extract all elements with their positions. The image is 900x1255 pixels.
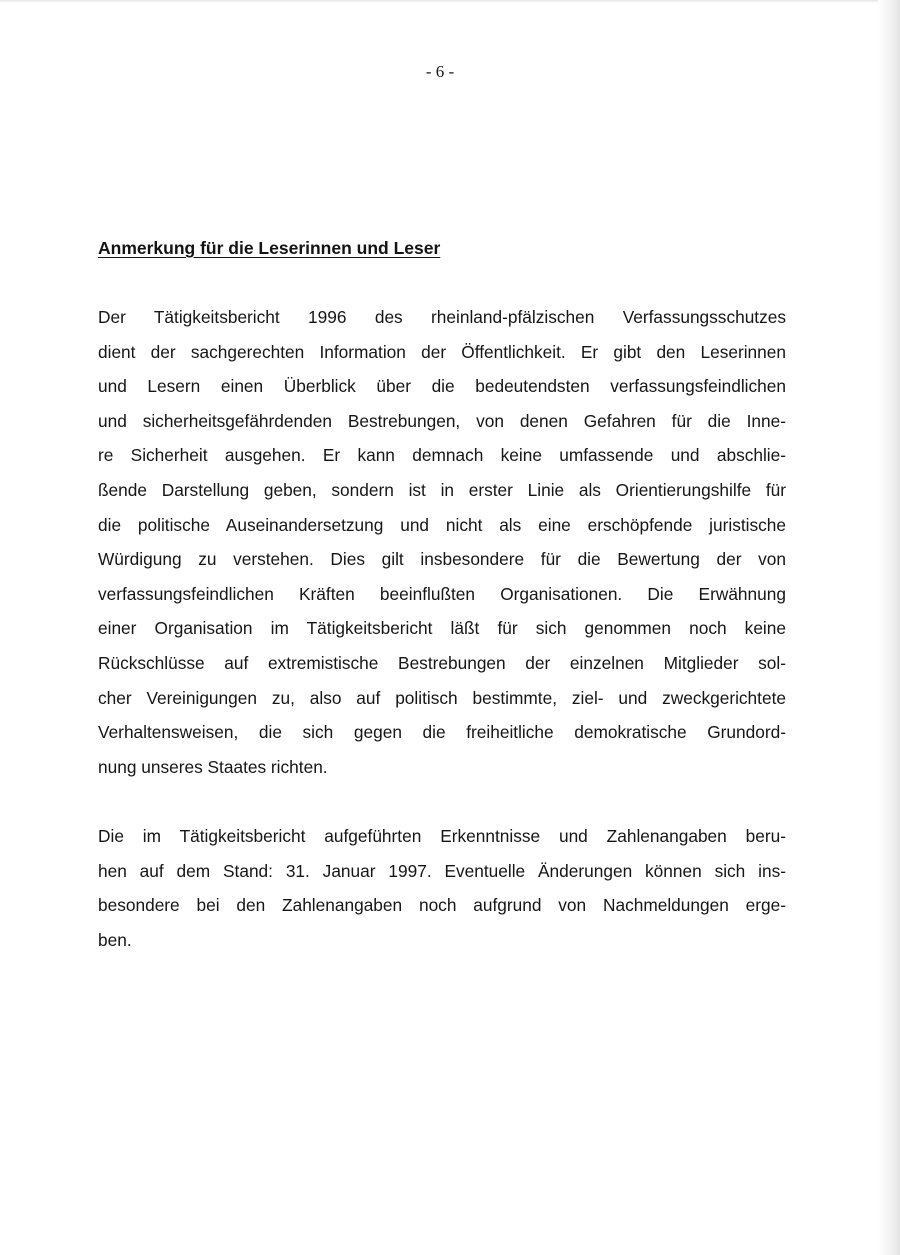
text-line: dient der sachgerechten Information der Öffentlichkeit. Er gibt den Leserinnen [98,341,786,362]
scan-shadow-right [878,0,900,1255]
section-heading: Anmerkung für die Leserinnen und Leser [98,238,441,258]
text-line: ben. [98,929,132,950]
text-line: Rückschlüsse auf extremistische Bestrebungen der einzelnen Mitglieder sol- [98,652,786,673]
text-line: hen auf dem Stand: 31. Januar 1997. Eventuelle Änderungen können sich ins- [98,860,786,881]
paragraph-data-status [98,819,786,957]
text-line: verfassungsfeindlichen Kräften beeinflußten Organisationen. Die Erwähnung [98,583,786,604]
text-line: und sicherheitsgefährdenden Bestrebungen, von denen Gefahren für die Inne- [98,410,786,431]
text-line: ßende Darstellung geben, sondern ist in erster Linie als Orientierungshilfe für [98,479,786,500]
text-line: einer Organisation im Tätigkeitsbericht läßt für sich genommen noch keine [98,618,786,639]
text-line: Der Tätigkeitsbericht 1996 des rheinland-pfälzischen Verfassungsschutzes [98,307,786,327]
text-line: besondere bei den Zahlenangaben noch aufgrund von Nachmeldungen erge- [98,895,786,916]
text-line: und Lesern einen Überblick über die bedeutendsten verfassungsfeindlichen [98,376,786,397]
text-line: Würdigung zu verstehen. Dies gilt insbesondere für die Bewertung der von [98,549,786,570]
paragraph-notice [98,300,786,784]
text-line: die politische Auseinandersetzung und nicht als eine erschöpfende juristische [98,514,786,535]
text-line: re Sicherheit ausgehen. Er kann demnach keine umfassende und abschlie- [98,445,786,466]
text-line: nung unseres Staates richten. [98,756,328,777]
scan-shadow-top [0,0,900,3]
page-number: - 6 - [425,62,455,81]
text-line: Die im Tätigkeitsbericht aufgeführten Erkenntnisse und Zahlenangaben beru- [98,826,786,846]
text-line: cher Vereinigungen zu, also auf politisch bestimmte, ziel- und zweckgerichtete [98,687,786,708]
text-line: Verhaltensweisen, die sich gegen die freiheitliche demokratische Grundord- [98,722,786,743]
